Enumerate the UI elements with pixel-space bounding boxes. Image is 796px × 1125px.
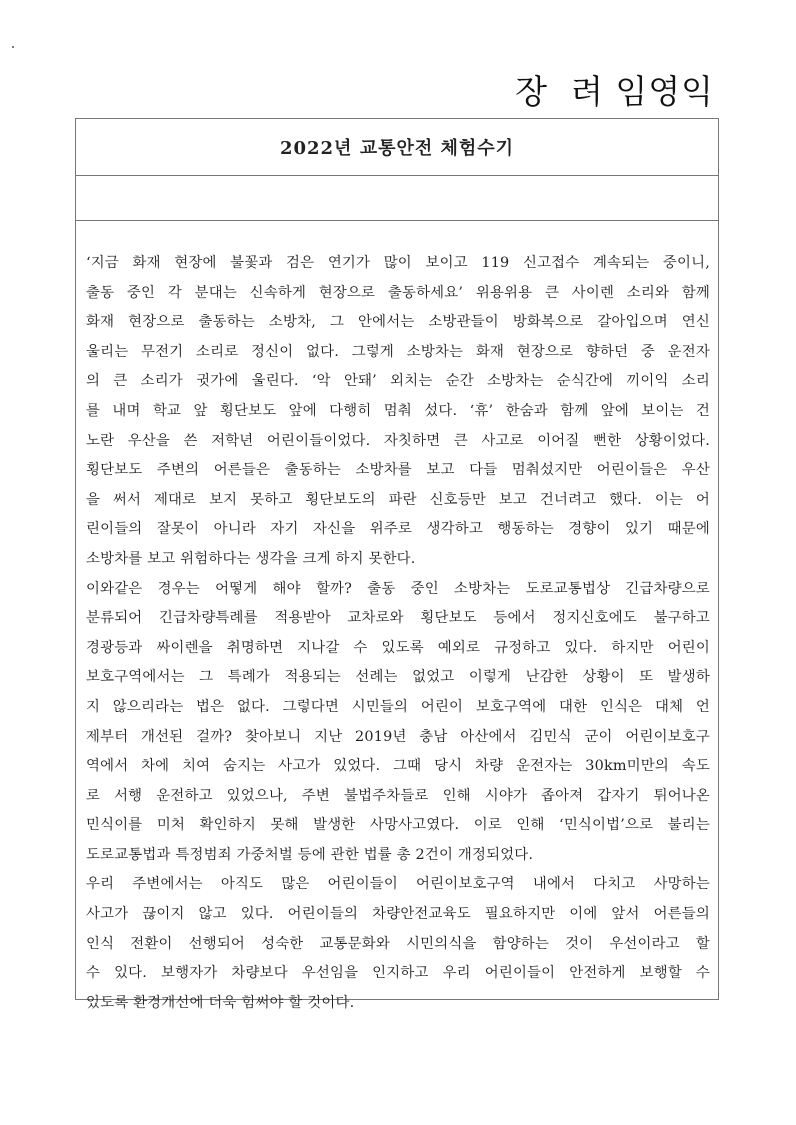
body-line: 보호구역에서는 그 특례가 적용되는 선례는 없었고 이렇게 난감한 상황이 또 발생하 bbox=[86, 669, 710, 686]
blank-row bbox=[76, 176, 718, 221]
body-line: ‘지금 화재 현장에 불꽃과 검은 연기가 많이 보이고 119 신고접수 계속되는 중이니, bbox=[86, 255, 710, 271]
scan-speck bbox=[12, 46, 14, 48]
essay-title: 2022년 교통안전 체험수기 bbox=[76, 119, 718, 176]
body-line: 횡단보도 주변의 어른들은 출동하는 소방차를 보고 다들 멈춰섰지만 어린이들은 우산 bbox=[86, 462, 710, 479]
essay-box bbox=[75, 118, 719, 1011]
body-line: 로 서행 운전하고 있었으나, 주변 불법주차들로 인해 시야가 좁아져 갑자기 튀어나온 bbox=[86, 787, 710, 804]
body-line: 이와같은 경우는 어떻게 해야 할까? 출동 중인 소방차는 도로교통법상 긴급차량으로 bbox=[86, 580, 710, 597]
body-line: 소방차를 보고 위험하다는 생각을 크게 하지 못한다. bbox=[86, 550, 416, 567]
award-label: 장 려 임영익 bbox=[515, 72, 714, 111]
body-line: 을 써서 제대로 보지 못하고 횡단보도의 파란 신호등만 보고 건너려고 했다. 이는 어 bbox=[86, 491, 710, 508]
body-line: 사고가 끊이지 않고 있다. 어린이들의 차량안전교육도 필요하지만 이에 앞서 어른들의 bbox=[86, 906, 710, 923]
body-line: 수 있다. 보행자가 차량보다 우선임을 인지하고 우리 어린이들이 안전하게 보행할 수 bbox=[86, 965, 710, 982]
body-line: 경광등과 싸이렌을 취명하면 지나갈 수 있도록 예외로 규정하고 있다. 하지만 어린이 bbox=[86, 639, 710, 656]
body-line: 를 내며 학교 앞 횡단보도 앞에 다행히 멈춰 섰다. ‘휴’ 한숨과 함께 앞에 보이는 건 bbox=[86, 402, 710, 419]
body-line: 지 않으리라는 법은 없다. 그렇다면 시민들의 어린이 보호구역에 대한 인식은 대체 언 bbox=[86, 698, 710, 715]
essay-body bbox=[76, 221, 718, 1018]
body-line: 인식 전환이 선행되어 성숙한 교통문화와 시민의식을 함양하는 것이 우선이라고 할 bbox=[86, 935, 710, 952]
body-line: 있도록 환경개선에 더욱 힘써야 할 것이다. bbox=[86, 994, 355, 1011]
body-line: 우리 주변에서는 아직도 많은 어린이들이 어린이보호구역 내에서 다치고 사망하는 bbox=[86, 876, 710, 893]
body-line: 노란 우산을 쓴 저학년 어린이들이었다. 자칫하면 큰 사고로 이어질 뻔한 상황이었다. bbox=[86, 432, 710, 449]
body-line: 역에서 차에 치여 숨지는 사고가 있었다. 그때 당시 차량 운전자는 30km미만의 속도 bbox=[86, 758, 710, 775]
body-line: 울리는 무전기 소리로 정신이 없다. 그렇게 소방차는 화재 현장으로 향하던 중 운전자 bbox=[86, 343, 710, 360]
body-line: 출동 중인 각 분대는 신속하게 현장으로 출동하세요’ 위용위용 큰 사이렌 소리와 함께 bbox=[86, 284, 710, 301]
body-line: 의 큰 소리가 귓가에 울린다. ‘악 안돼’ 외치는 순간 소방차는 순식간에 끼이익 소리 bbox=[86, 373, 710, 390]
body-line: 민식이를 미처 확인하지 못해 발생한 사망사고였다. 이로 인해 ‘민식이법’으로 불리는 bbox=[86, 817, 710, 834]
body-line: 도로교통법과 특정범죄 가중처벌 등에 관한 법률 총 2건이 개정되었다. bbox=[86, 846, 534, 863]
body-line: 분류되어 긴급차량특례를 적용받아 교차로와 횡단보도 등에서 정지신호에도 불구하고 bbox=[86, 610, 710, 627]
body-line: 린이들의 잘못이 아니라 자기 자신을 위주로 생각하고 행동하는 경향이 있기 때문에 bbox=[86, 521, 710, 538]
body-line: 화재 현장으로 출동하는 소방차, 그 안에서는 소방관들이 방화복으로 갈아입으며 연신 bbox=[86, 314, 710, 331]
body-line: 제부터 개선된 걸까? 찾아보니 지난 2019년 충남 아산에서 김민식 군이 어린이보호구 bbox=[86, 728, 710, 745]
